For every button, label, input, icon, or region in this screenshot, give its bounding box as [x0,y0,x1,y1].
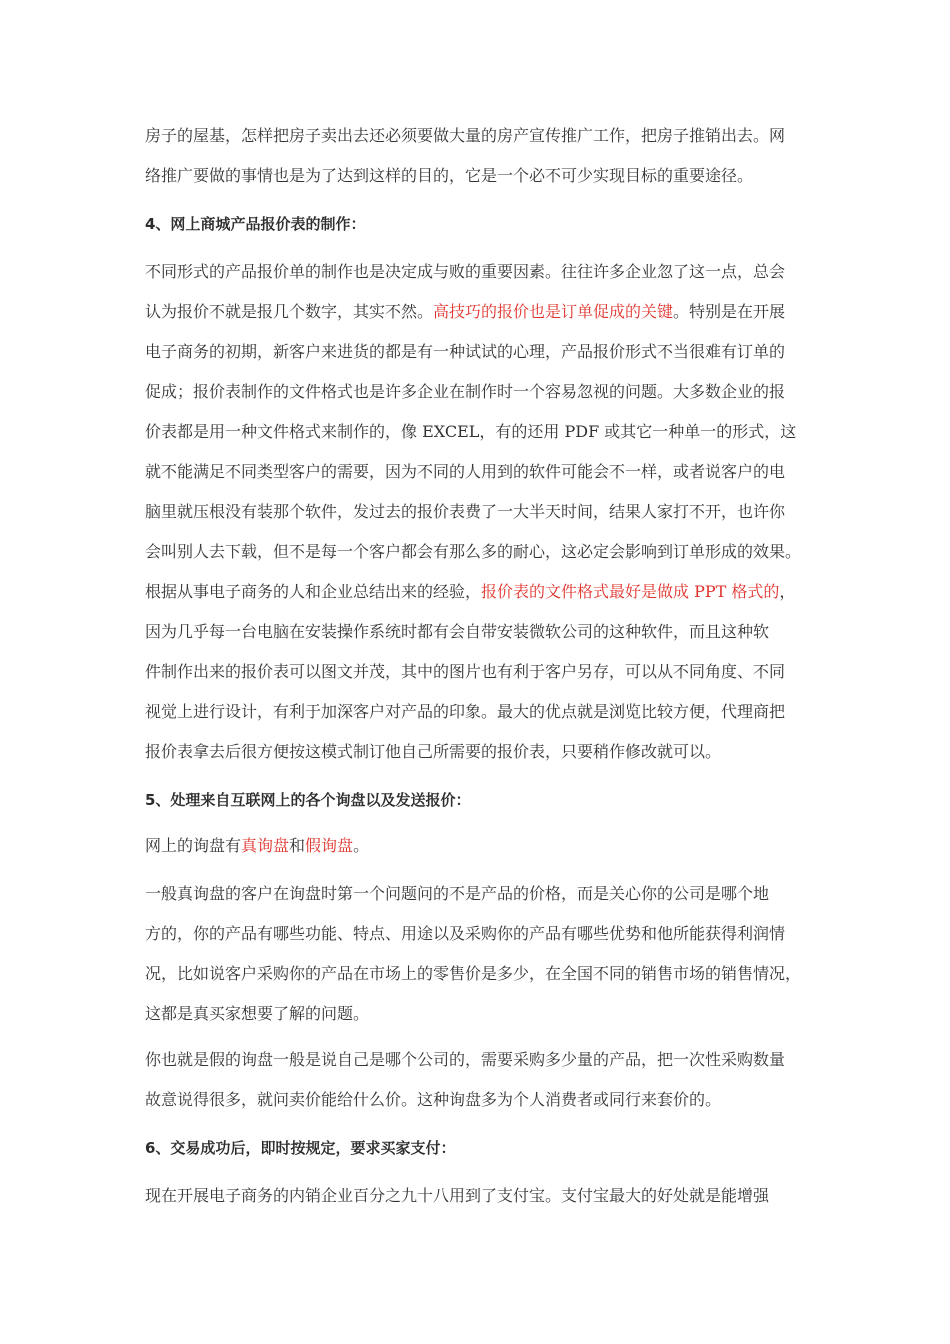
text-segment: 报价表拿去后很方便按这模式制订他自己所需要的报价表，只要稍作修改就可以。 [145,742,722,761]
text-segment: 和 [289,836,306,855]
paragraph-line [145,1090,721,1110]
text-segment: 故意说得很多，就问卖价能给什么价。这种询盘多为个人消费者或同行来套价的。 [145,1090,722,1109]
paragraph-line [145,502,785,522]
paragraph-line [145,382,785,402]
paragraph-line [145,702,785,722]
highlighted-text: 报价表的文件格式最好是做成 PPT 格式的 [481,582,780,601]
paragraph-line [145,662,785,682]
text-segment: 就不能满足不同类型客户的需要，因为不同的人用到的软件可能会不一样，或者说客户的电 [145,462,786,481]
text-segment: 不同形式的产品报价单的制作也是决定成与败的重要因素。往往许多企业忽了这一点，总会 [145,262,786,281]
text-segment: 认为报价不就是报几个数字，其实不然。 [145,302,434,321]
paragraph-line [145,262,785,282]
text-segment: 况，比如说客户采购你的产品在市场上的零售价是多少，在全国不同的销售市场的销售情况， [145,964,802,983]
text-segment: 你也就是假的询盘一般是说自己是哪个公司的，需要采购多少量的产品，把一次性采购数量 [145,1050,786,1069]
section-heading [145,214,365,234]
text-segment: 件制作出来的报价表可以图文并茂，其中的图片也有利于客户另存，可以从不同角度、不同 [145,662,786,681]
text-segment: 方的，你的产品有哪些功能、特点、用途以及采购你的产品有哪些优势和他所能获得利润情 [145,924,786,943]
paragraph-line [145,422,796,442]
text-segment: 。 [353,836,370,855]
paragraph-line [145,742,721,762]
text-segment: 。特别是在开展 [673,302,786,321]
paragraph-line [145,836,369,856]
paragraph-line [145,964,801,984]
text-segment: 6、交易成功后，即时按规定，要求买家支付： [145,1139,456,1157]
paragraph-line [145,302,785,322]
highlighted-text: 假询盘 [305,836,354,855]
highlighted-text: 真询盘 [241,836,290,855]
paragraph-line [145,342,785,362]
text-segment: 视觉上进行设计，有利于加深客户对产品的印象。最大的优点就是浏览比较方便，代理商把 [145,702,786,721]
text-segment: 因为几乎每一台电脑在安装操作系统时都有会自带安装微软公司的这种软件，而且这种软 [145,622,770,641]
paragraph-line [145,884,769,904]
text-segment: ， [779,582,796,601]
paragraph-line [145,126,785,146]
text-segment: 4、网上商城产品报价表的制作： [145,215,366,233]
section-heading [145,1138,455,1158]
section-heading [145,790,470,810]
paragraph-line [145,462,785,482]
text-segment: 促成；报价表制作的文件格式也是许多企业在制作时一个容易忽视的问题。大多数企业的报 [145,382,786,401]
highlighted-text: 高技巧的报价也是订单促成的关键 [433,302,674,321]
text-segment: 一般真询盘的客户在询盘时第一个问题问的不是产品的价格，而是关心你的公司是哪个地 [145,884,770,903]
text-segment: 会叫别人去下载，但不是每一个客户都会有那么多的耐心，这必定会影响到订单形成的效果。 [145,542,802,561]
text-segment: 网上的询盘有 [145,836,242,855]
text-segment: 根据从事电子商务的人和企业总结出来的经验， [145,582,482,601]
paragraph-line [145,166,753,186]
text-segment: 脑里就压根没有装那个软件，发过去的报价表费了一大半天时间，结果人家打不开，也许你 [145,502,786,521]
paragraph-line [145,542,801,562]
text-segment: 这都是真买家想要了解的问题。 [145,1004,370,1023]
text-segment: 电子商务的初期，新客户来进货的都是有一种试试的心理，产品报价形式不当很难有订单的 [145,342,786,361]
paragraph-line [145,1186,769,1206]
paragraph-line [145,1050,785,1070]
text-segment: 5、处理来自互联网上的各个询盘以及发送报价： [145,791,471,809]
text-segment: 络推广要做的事情也是为了达到这样的目的，它是一个必不可少实现目标的重要途径。 [145,166,754,185]
text-segment: 现在开展电子商务的内销企业百分之九十八用到了支付宝。支付宝最大的好处就是能增强 [145,1186,770,1205]
paragraph-line [145,1004,369,1024]
text-segment: 房子的屋基，怎样把房子卖出去还必须要做大量的房产宣传推广工作，把房子推销出去。网 [145,126,786,145]
paragraph-line [145,622,769,642]
text-segment: 价表都是用一种文件格式来制作的，像 EXCEL，有的还用 PDF 或其它一种单一的形式，这 [145,422,797,441]
paragraph-line [145,924,785,944]
paragraph-line [145,582,795,602]
